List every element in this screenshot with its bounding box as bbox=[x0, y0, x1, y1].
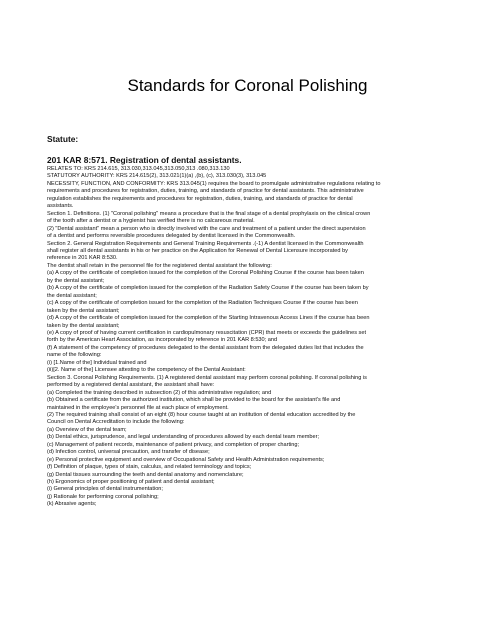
body-line: The dentist shall retain in the personnel file for the registered dental assistant the following: bbox=[47, 262, 272, 269]
body-line: (ii)[2. Name of the] Licensee attesting to the competency of the Dental Assistant: bbox=[47, 367, 246, 374]
body-line: performed by a registered dental assistant, the assistant shall have: bbox=[47, 382, 215, 389]
body-line: Council on Dental Accreditation to include the following: bbox=[47, 419, 185, 426]
body-line: (c) Management of patient records, maintenance of patient privacy, and completion of proper charting; bbox=[47, 441, 300, 448]
section-heading: 201 KAR 8:571. Registration of dental assistants. bbox=[47, 155, 242, 165]
body-line: taken by the dental assistant; bbox=[47, 322, 120, 329]
body-line: Section 2. General Registration Requirements and General Training Requirements .(-1) A dentist licensed in the Commonwealth bbox=[47, 240, 364, 247]
body-line: name of the following: bbox=[47, 352, 102, 359]
body-line: (d) A copy of the certificate of completion issued for the completion of the Starting Intravenous Access Lines if the course has been bbox=[47, 315, 370, 322]
body-line: (b) Obtained a certificate from the authorized institution, which shall be provided to the board for the assistant's file and bbox=[47, 397, 341, 404]
body-line: requirements and procedures for registration, duties, training, and standards of practice for dental assistants. This administrative bbox=[47, 188, 364, 195]
page-title: Standards for Coronal Polishing bbox=[127, 76, 368, 95]
statute-label: Statute: bbox=[47, 134, 79, 144]
body-line: (h) Ergonomics of proper positioning of patient and dental assistant; bbox=[47, 479, 215, 486]
body-line: (a) Overview of the dental team; bbox=[47, 426, 127, 433]
body-line: of a dentist and performs reversible procedures delegated by dentist licensed in the Commonwealth. bbox=[47, 233, 296, 240]
body-line: (a) Completed the training described in subsection (2) of this administrative regulation; and bbox=[47, 389, 272, 396]
body-line: (f) Definition of plaque, types of stain, calculus, and related terminology and topics; bbox=[47, 464, 252, 471]
body-line: reference in 201 KAR 8:530. bbox=[47, 255, 118, 262]
body-line: (a) A copy of the certificate of completion issued for the completion of the Coronal Polishing Course if the course has been taken bbox=[47, 270, 364, 277]
body-line: forth by the American Heart Association, as incorporated by reference in 201 KAR 8:530; and bbox=[47, 337, 278, 344]
body-line: (e) Personal protective equipment and overview of Occupational Safety and Health Administration requirements; bbox=[47, 456, 325, 463]
body-line: maintained in the employee's personnel file at each place of employment. bbox=[47, 404, 229, 411]
body-line: Section 3. Coronal Polishing Requirements. (1) A registered dental assistant may perform coronal polishing. If coronal polishing is bbox=[47, 374, 367, 381]
body-line: the dental assistant; bbox=[47, 292, 97, 299]
body-line: (j) Rationale for performing coronal polishing; bbox=[47, 493, 159, 500]
body-line: (2) "Dental assistant" mean a person who is directly involved with the care and treatment of a patient under the direct supervision bbox=[47, 225, 366, 232]
body-line: of the tooth after a dentist or a hygienist has verified there is no calcareous material. bbox=[47, 218, 255, 225]
body-line: (d) Infection control, universal precaution, and transfer of disease; bbox=[47, 449, 210, 456]
body-line: (f) A statement of the competency of procedures delegated to the dental assistant from the delegated duties list that includes the bbox=[47, 344, 364, 351]
body-line: (2) The required training shall consist of an eight (8) hour course taught at an institution of dental education accredited by the bbox=[47, 411, 356, 418]
body-line: (b) A copy of the certificate of completion issued for the completion of the Radiation Safety Course if the course has been taken by bbox=[47, 285, 369, 292]
body-line: (i) [1.Name of the] Individual trained and bbox=[47, 359, 147, 366]
body-line: NECESSITY, FUNCTION, AND CONFORMITY: KRS 313.045(1) requires the board to promulgate administrative regulations relating to bbox=[47, 180, 381, 187]
body-line: regulation establishes the requirements and procedures for registration, duties, training, and standards of practice for dental bbox=[47, 195, 353, 202]
body-line: STATUTORY AUTHORITY: KRS 214.615(2), 313.021(1)(a) ,(b), (c), 313.030(3), 313.045 bbox=[47, 173, 267, 180]
body-line: assistants. bbox=[47, 203, 74, 210]
body-line: (g) Dental tissues surrounding the teeth and dental anatomy and nomenclature; bbox=[47, 471, 244, 478]
body-line: shall register all dental assistants in his or her practice on the Application for Renewal of Dental Licensure incorporated by bbox=[47, 247, 348, 254]
body-line: by the dental assistant; bbox=[47, 277, 105, 284]
body-line: (b) Dental ethics, jurisprudence, and legal understanding of procedures allowed by each dental team member; bbox=[47, 434, 320, 441]
regulation-body-text bbox=[47, 166, 452, 509]
body-line: (e) A copy of proof of having current certification in cardiopulmonary resuscitation (CPR) that meets or exceeds the guidelines set bbox=[47, 329, 367, 336]
body-line: (c) A copy of the certificate of completion issued for the completion of the Radiation Techniques Course if the course has been bbox=[47, 300, 358, 307]
body-line: RELATES TO: KRS 214.615, 313.030,313.045,313.050,313 .080,313.130 bbox=[47, 166, 230, 172]
body-line: (k) Abrasive agents; bbox=[47, 501, 97, 508]
body-line: (i) General principles of dental instrumentation; bbox=[47, 486, 163, 493]
body-line: Section 1. Definitions. (1) "Coronal polishing" means a procedure that is the final stage of a dental prophylaxis on the clinical crown bbox=[47, 210, 371, 217]
body-line: taken by the dental assistant; bbox=[47, 307, 120, 314]
